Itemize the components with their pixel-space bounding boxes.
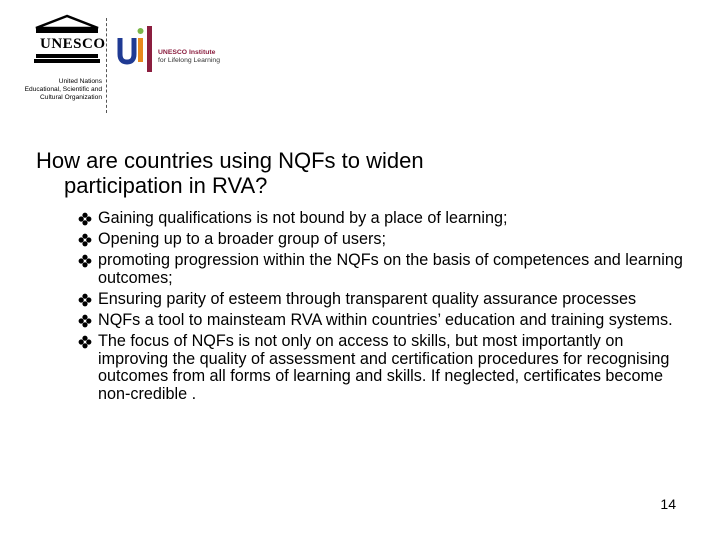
- page-number: 14: [660, 496, 676, 512]
- slide-title-line1: How are countries using NQFs to widen: [36, 148, 424, 173]
- unesco-caption-line: Cultural Organization: [40, 94, 102, 102]
- unesco-caption: [25, 78, 102, 103]
- slide-title-line2: participation in RVA?: [64, 173, 268, 198]
- bullet-item: [76, 231, 696, 249]
- uil-caption-line2: for Lifelong Learning: [158, 57, 220, 65]
- unesco-caption-line: Educational, Scientific and: [24, 86, 102, 94]
- unesco-caption-line: United Nations: [58, 78, 102, 85]
- unesco-wordmark: UNESCO: [40, 36, 106, 52]
- uil-caption-line1: UNESCO Institute: [158, 49, 216, 56]
- uil-logo-mark-icon: [116, 24, 156, 74]
- diamond-bullet-icon: [78, 254, 92, 268]
- unesco-logo: [10, 14, 106, 110]
- bullet-text: The focus of NQFs is not only on access to skills, but most importantly on improving the quality of assessment and certification procedures for recognising outcomes from all forms of learning and skills. If neglected, certificates become non-credible .: [98, 332, 670, 403]
- diamond-bullet-icon: [78, 212, 92, 226]
- bullet-item: [76, 312, 696, 330]
- bullet-text: Opening up to a broader group of users;: [98, 230, 386, 249]
- diamond-bullet-icon: [78, 314, 92, 328]
- bullet-item: [76, 333, 696, 403]
- bullet-text: NQFs a tool to mainsteam RVA within countries’ education and training systems.: [98, 310, 673, 329]
- bullet-text: Gaining qualifications is not bound by a place of learning;: [98, 209, 508, 227]
- bullet-list: [76, 210, 696, 407]
- uil-caption: [158, 49, 220, 66]
- bullet-item: [76, 252, 696, 287]
- diamond-bullet-icon: [78, 233, 92, 247]
- bullet-item: [76, 210, 696, 228]
- bullet-text: Ensuring parity of esteem through transparent quality assurance processes: [98, 289, 637, 308]
- uil-logo: [116, 24, 236, 76]
- diamond-bullet-icon: [78, 293, 92, 307]
- bullet-text: promoting progression within the NQFs on the basis of competences and learning outcomes;: [98, 251, 683, 287]
- diamond-bullet-icon: [78, 335, 92, 349]
- bullet-item: [76, 291, 696, 309]
- slide-title: [36, 148, 676, 198]
- logo-divider: [106, 18, 107, 113]
